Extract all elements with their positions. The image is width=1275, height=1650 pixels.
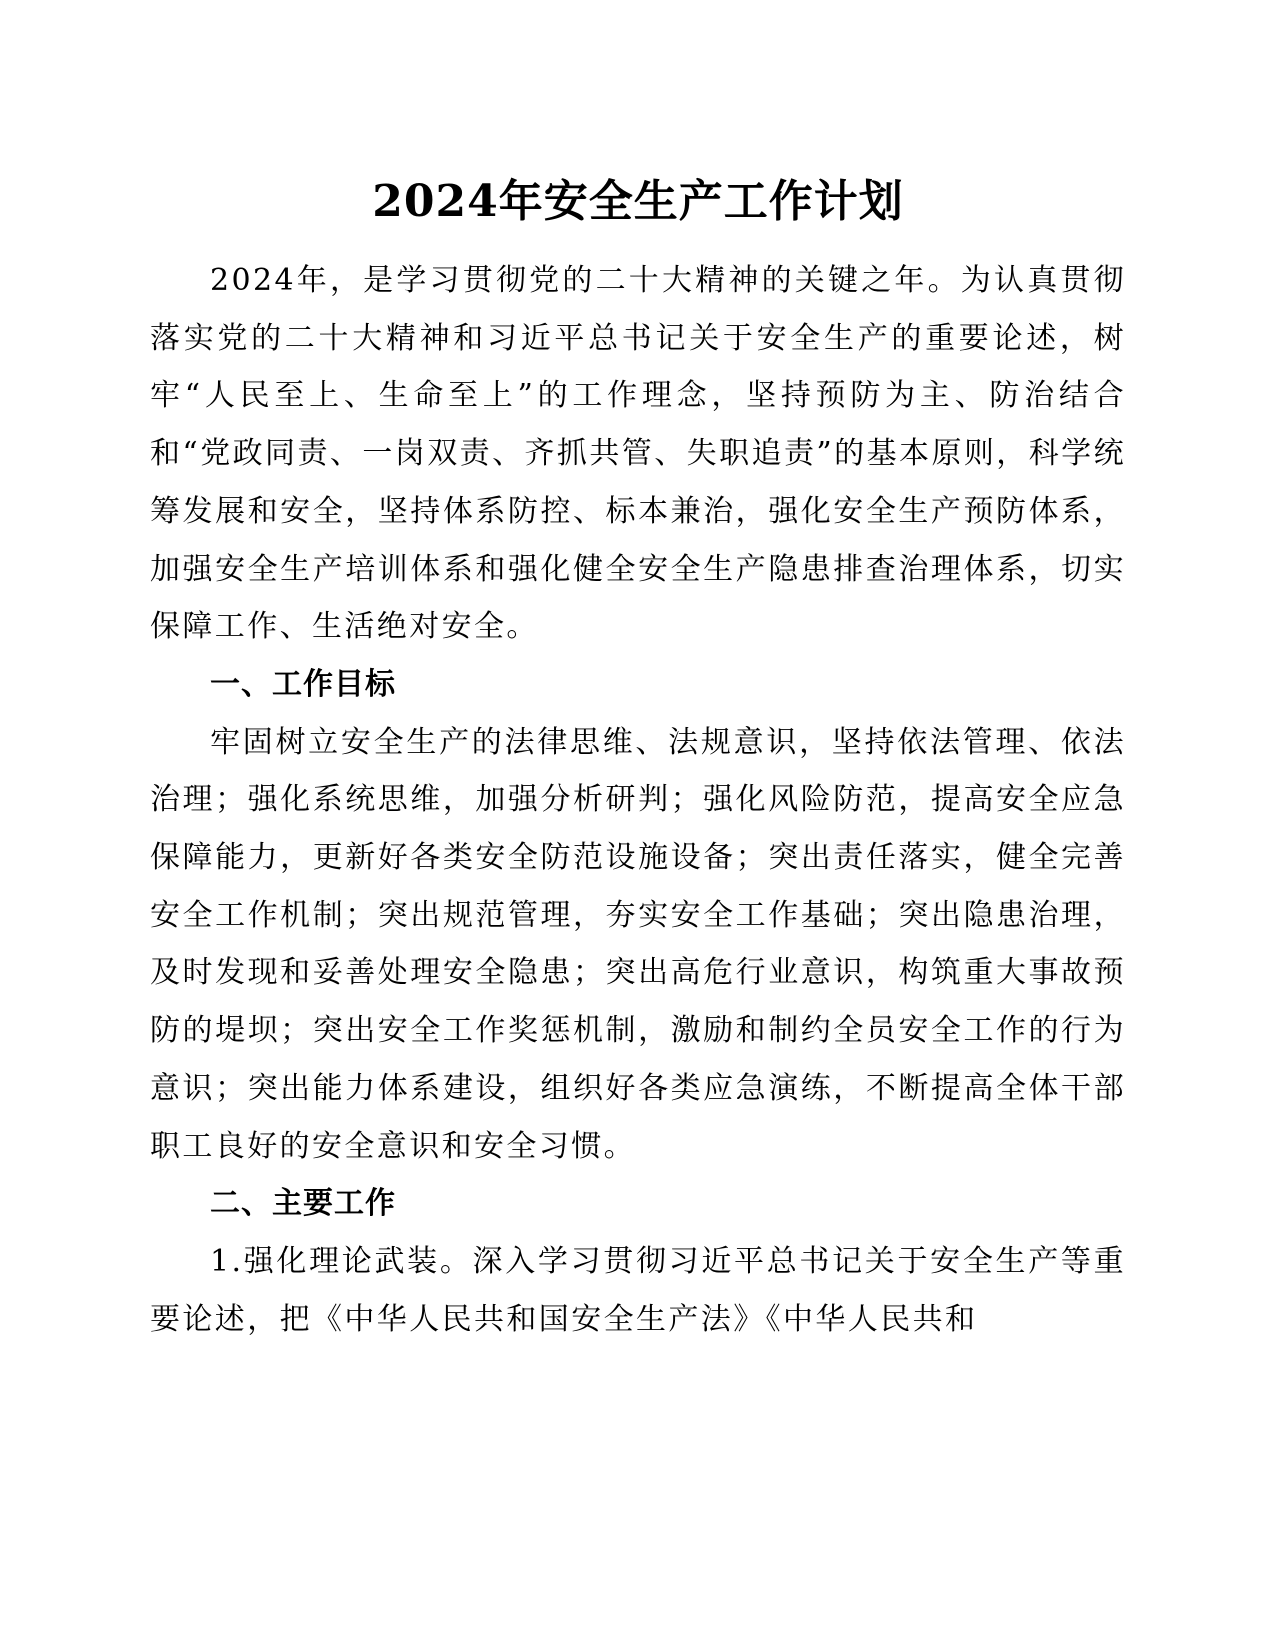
main-work-item-1: 1.强化理论武装。深入学习贯彻习近平总书记关于安全生产等重要论述，把《中华人民共和国安全生产法》《中华人民共和 [150, 1243, 1126, 1337]
intro-paragraph: 2024年，是学习贯彻党的二十大精神的关键之年。为认真贯彻落实党的二十大精神和习近平总书记关于安全生产的重要论述，树牢“人民至上、生命至上”的工作理念，坚持预防为主、防治结合和“党政同责、一岗双责、齐抓共管、失职追责”的基本原则，科学统筹发展和安全，坚持体系防控、标本兼治，强化安全生产预防体系，加强安全生产培训体系和强化健全安全生产隐患排查治理体系，切实保障工作、生活绝对安全。 [150, 263, 1126, 645]
document-title: 2024年安全生产工作计划 [372, 176, 904, 227]
document-body [150, 252, 1126, 1348]
section-heading-main-work: 二、主要工作 [210, 1186, 396, 1222]
section-heading-goals: 一、工作目标 [210, 666, 396, 702]
goals-paragraph: 牢固树立安全生产的法律思维、法规意识，坚持依法管理、依法治理；强化系统思维，加强分析研判；强化风险防范，提高安全应急保障能力，更新好各类安全防范设施设备；突出责任落实，健全完善安全工作机制；突出规范管理，夯实安全工作基础；突出隐患治理，及时发现和妥善处理安全隐患；突出高危行业意识，构筑重大事故预防的堤坝；突出安全工作奖惩机制，激励和制约全员安全工作的行为意识；突出能力体系建设，组织好各类应急演练，不断提高全体干部职工良好的安全意识和安全习惯。 [150, 724, 1126, 1164]
